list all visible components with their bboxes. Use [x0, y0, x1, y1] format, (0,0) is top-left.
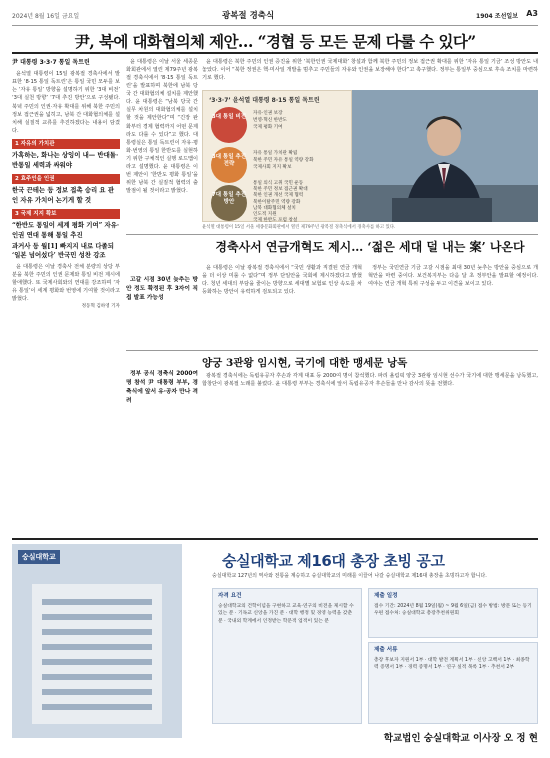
plan-item: 통일 의식 고취 국민 운동 — [253, 181, 304, 186]
section-divider-2 — [126, 350, 538, 351]
left-subhead-4: 과거사 등 월[1] 빠지지 내로 다졸되 ‘일본 넘어섰다’ 반국민 성찬 강조 — [12, 242, 114, 260]
university-ad — [12, 538, 538, 748]
pension-subhead-text: 고갈 시점 30년 늦추는 방안 정도 확정된 후 3자이 직접 발표 가능성 — [126, 277, 198, 301]
section-title: 광복절 경축식 — [222, 11, 275, 21]
left-byline: 尹 대통령 3·3·7 통일 독트린 — [12, 59, 90, 66]
left-subhead-2: 한국 끈테는 등 정보 접촉 승리 요 관인 자유 가치어 논기게 할 것 — [12, 186, 115, 204]
article-column-3-text: 윤 대통령은 북한 주민의 인권 증진을 위한 ‘북한인권 국제대화’ 창설과 함께 북한 주민의 정보 접근권 확대를 위한 ‘자유 통일 기금’ 조성 방안도 내놓았다. 이어 “북한 정권은 핵·미사일 개발을 멈추고 주민들의 자유와 인권을 보장해야 한다”고 촉구했다. 정부는 통일부 중심으로 후속 조치를 마련하기로 했다. — [202, 59, 538, 82]
left-subhead-3: “한반도 통일이 세계 평화 기여” 자유·인권 연대 통해 통일 추진 — [12, 221, 120, 239]
archery-body — [202, 372, 538, 530]
plan-label: 7대 통일 추진 방안 — [211, 192, 247, 206]
section-bar-2: 2 효주인을 인권 — [12, 174, 120, 185]
article-column-2-text: 윤 대통령은 이날 서울 세종문화회관에서 열린 제79주년 광복절 경축식에서 ‘8·15 통일 독트린’을 발표하며 북한에 남북 당국 간 대화협의체 설치를 제안했다. 윤 대통령은 “남북 당국 간 실무 차원의 대화협의체를 설치할 것을 제안한다”며 “긴장 완화부터 경제 협력까지 어떤 문제라도 다룰 수 있다”고 했다. 대통령실은 통일 독트린이 자유·평화·번영의 통일 한반도를 실현하기 위한 구체적인 실행 로드맵이라고 설명했다. 윤 대통령은 이번 제안이 ‘한반도 평화 통일’을 위한 남북 간 실질적 협력의 출발점이 될 것이라고 밝혔다. — [126, 59, 198, 194]
issue-date: 2024년 8월 16일 금요일 — [12, 13, 80, 20]
paper-name: 1904 조선일보 — [476, 13, 518, 20]
vision-item: 자유·인권 보장 — [253, 111, 283, 116]
president-photo — [352, 90, 538, 222]
vision-item: 국제 평화 기여 — [253, 124, 283, 130]
article-column-2 — [126, 58, 198, 276]
documents-title: 제출 서류 — [374, 647, 398, 653]
pension-column-2-text: 정부는 국민연금 기금 고갈 시점을 최대 30년 늦추는 방안을 중심으로 개혁안을 마련 중이다. 보건복지부는 다음 달 초 정부안을 발표할 예정이다. 여야는 연금 개혁 특위 구성을 두고 이견을 보이고 있다. — [368, 265, 538, 288]
archery-subhead — [126, 370, 198, 440]
vision-list — [253, 111, 348, 132]
pension-subhead — [126, 276, 198, 336]
campus-illustration — [12, 544, 182, 738]
plan-item: 국제 한반도 포럼 창설 — [253, 218, 298, 224]
section-divider-1 — [126, 234, 538, 235]
direction-item: 국제사회 지지 확보 — [253, 164, 292, 170]
plan-item: 북한 인권 개선 국제 협력 — [253, 193, 304, 199]
doctrine-graphic — [202, 90, 352, 222]
ad-schedule-box — [368, 588, 538, 638]
direction-circle — [211, 147, 247, 183]
section-bar-3: 3 국제 지지 확보 — [12, 209, 120, 220]
left-subhead-1: 가혹하는, 화나는 상잉이 내— 반대돌·반통일 세력과 싸워야 — [12, 151, 119, 169]
schedule-text: 접수 기간: 2024년 8월 19일(월) ~ 9월 6일(금) 접수 방법: 방문 또는 등기우편 접수처: 숭실대학교 총장추천위원회 — [374, 603, 532, 617]
graphic-title: ‘3·3·7’ 윤석열 대통령 8·15 통일 독트린 — [209, 97, 320, 104]
ad-logo: 숭실대학교 — [18, 550, 60, 564]
main-headline: 尹, 북에 대화협의체 제안… “경협 등 모든 문제 다룰 수 있다” — [74, 32, 476, 51]
plan-list — [253, 181, 348, 224]
ad-subtitle: 숭실대학교 127년의 역사와 전통을 계승하고 숭실대학교의 미래를 이끌어 나갈 숭실대학교 제16대 총장을 초빙하고자 합니다. — [212, 573, 487, 579]
direction-label: 3대 통일 추진 전략 — [211, 154, 247, 168]
vision-label: 3대 통일 비전 — [211, 114, 247, 120]
plan-item: 북한 주민 정보 접근권 확대 — [253, 187, 308, 193]
ad-documents-box — [368, 642, 538, 724]
direction-item: 자유 통일 가치관 확립 — [253, 151, 298, 156]
documents-text: 총장 후보자 지원서 1부 · 대학 발전 계획서 1부 · 신앙 고백서 1부 · 최종학력 증명서 1부 · 경력 증명서 1부 · 연구 실적 목록 1부 · 추천서 2부 — [374, 657, 530, 671]
qualifications-title: 자격 요건 — [218, 593, 242, 599]
ad-footer: 학교법인 숭실대학교 이사장 오 정 현 — [383, 733, 538, 744]
ad-campus-image — [12, 544, 182, 738]
pension-column-1 — [202, 264, 362, 344]
ad-title: 숭실대학교 제16대 총장 초빙 공고 — [222, 552, 445, 570]
photo-caption: 윤석열 대통령이 15일 서울 세종문화회관에서 열린 제79주년 광복절 경축식에서 경축사를 하고 있다. — [202, 225, 396, 230]
archery-headline: 양궁 3관왕 임시현, 국기에 대한 맹세문 낭독 — [202, 357, 408, 369]
plan-item: 북한이탈주민 역량 강화 — [253, 199, 301, 205]
qualifications-text: 숭실대학교의 건학이념을 구현하고 교육·연구의 비전을 제시할 수 있는 분 · 기독교 신앙을 가진 분 · 대학 행정 및 경영 능력을 갖춘 분 · 국내외 학계에서 인정받는 학문적 업적이 있는 분 — [218, 603, 354, 624]
vision-item: 번영·혁신 한반도 — [253, 117, 287, 123]
plan-circle — [211, 185, 247, 221]
vision-circle — [211, 107, 247, 143]
section-bar-1: 1 자유의 가치관 — [12, 139, 120, 150]
left-column — [12, 58, 120, 530]
newspaper-page — [12, 8, 538, 752]
ad-qualifications-box — [212, 588, 362, 724]
left-signature: 정동혁 김하영 기자 — [81, 303, 120, 309]
headline-rule — [12, 52, 538, 54]
left-body: 윤석열 대통령이 15일 광복절 경축사에서 발표한 ‘8·15 통일 독트린’은 통일 국민 모두를 보는 ‘자유 통일’ 방향을 설명하기 위한 ‘3대 비전’ ‘3대 실천 방향’ ‘7대 추진 방안’으로 구성됐다. 북녘 주민의 인권·자유 확대를 위해 북한 주민의 정보 접근권을 넓히고, 남북 간 대화협의체를 설치해 실질적 교류를 추진하겠다는 내용이 담겼다. — [12, 71, 120, 134]
schedule-title: 제출 일정 — [374, 593, 398, 599]
direction-item: 북한 주민 자유 통일 역량 강화 — [253, 157, 314, 163]
pension-column-1-text: 윤 대통령은 이날 광복절 경축식에서 “국민 생활과 직결된 연금 개혁을 더 이상 미룰 수 없다”며 정부 단일안을 국회에 제시하겠다고 밝혔다. 청년 세대의 부담을 줄이는 방향으로 세대별 보험료 인상 속도를 차등화하는 방안이 유력하게 검토되고 있다. — [202, 265, 362, 296]
masthead — [12, 8, 538, 26]
archery-body-text: 광복절 경축식에는 독립유공자 후손과 각계 대표 등 2000여 명이 참석했다. 파리 올림픽 양궁 3관왕 임시현 선수가 국기에 대한 맹세문을 낭독했고, 합창단이 광복절 노래를 불렀다. 윤 대통령 부부는 경축식에 앞서 독립유공자 후손들을 만나 감사의 뜻을 전했다. — [202, 373, 538, 388]
direction-list — [253, 151, 348, 172]
pension-headline: 경축사서 연금개혁도 제시… ‘젊은 세대 덜 내는 案’ 나온다 — [215, 240, 525, 254]
plan-item: 인도적 지원 — [253, 211, 277, 217]
pension-column-2 — [368, 264, 538, 344]
photo-illustration — [352, 90, 538, 222]
left-body-2: 윤 대통령은 이날 경축사 전체 분량의 상당 부분을 북한 주민의 인권 문제와 통일 비전 제시에 할애했다. 또 국제사회와의 연대를 강조하며 ‘자유 통일’이 세계 평화와 번영에 기여할 것이라고 밝혔다. — [12, 263, 120, 302]
archery-subhead-text: 정부 공식 경축식 2000여명 참석 尹 대통령 부부, 경축식에 앞서 유·공자 만나 격려 — [126, 371, 198, 404]
page-number: A3 — [526, 9, 538, 18]
plan-item: 남북 대화협의체 설치 — [253, 205, 296, 211]
article-column-3 — [202, 58, 538, 88]
